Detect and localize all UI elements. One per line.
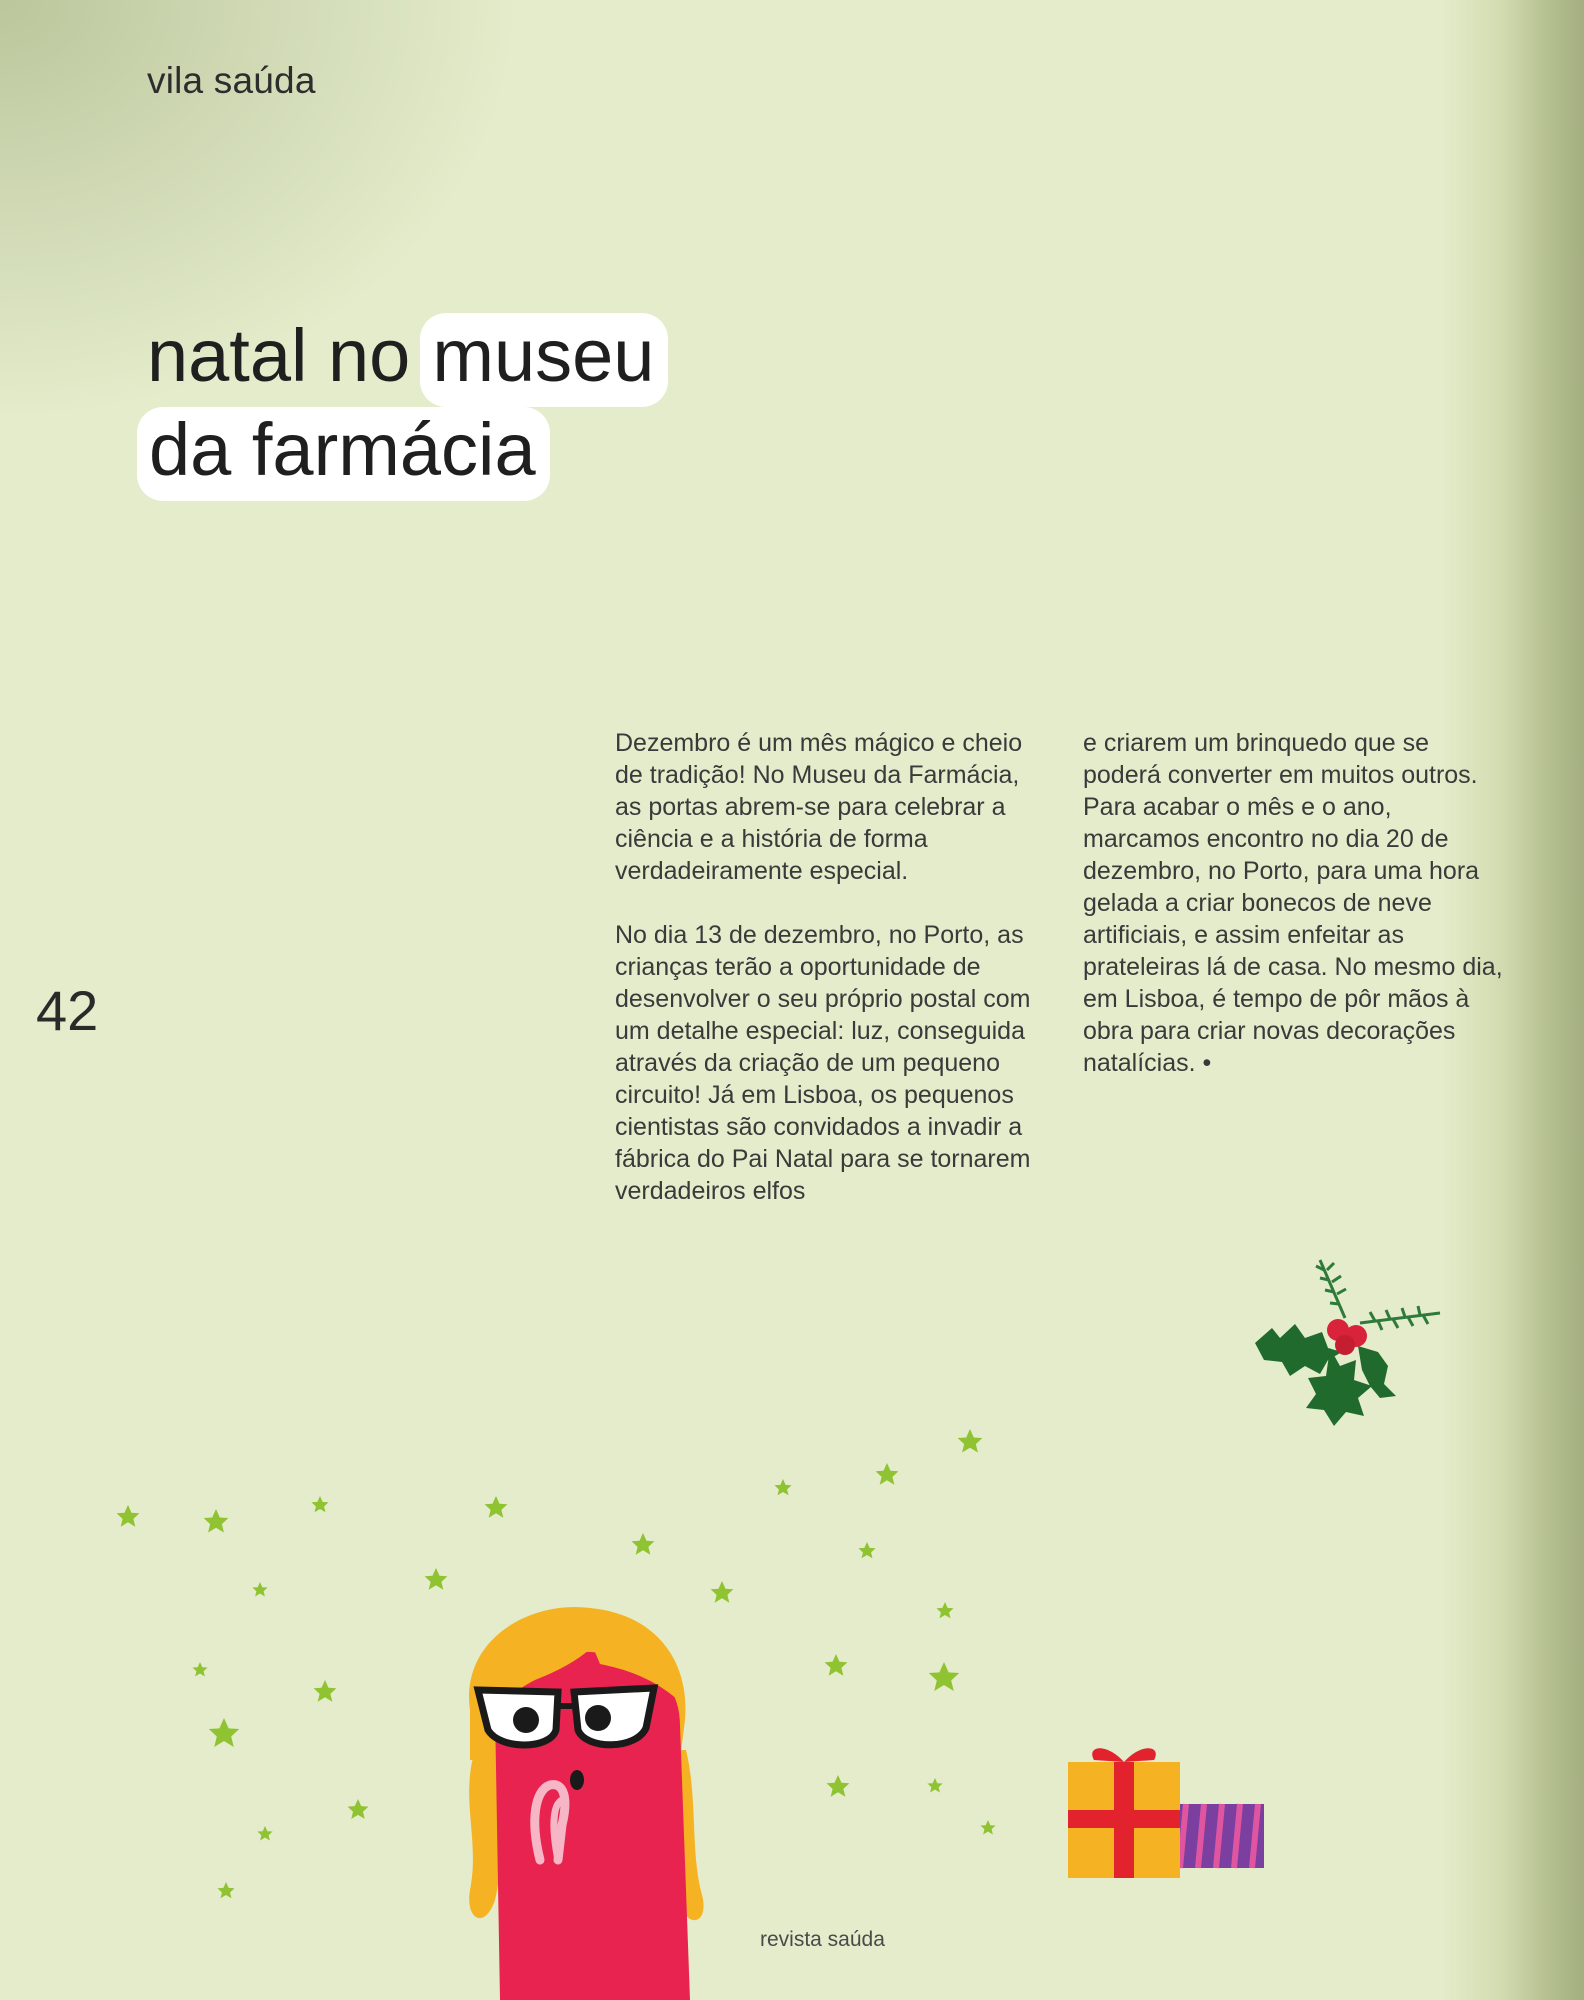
title-highlight-museu: museu (420, 313, 668, 407)
section-label: vila saúda (147, 60, 316, 101)
character-illustration (440, 1600, 760, 2000)
title-highlight-farmacia: da farmácia (137, 407, 550, 501)
title-plain-text: natal no (147, 314, 411, 397)
article-paragraph: e criarem um brinquedo que se poderá converter em muitos outros. Para acabar o mês e o ano, marcamos encontro no dia 20 de dezembro, no Porto, para uma hora gelada a criar bonecos de neve artificiais, e assim enfeitar as prateleiras lá de casa. No mesmo dia, em Lisboa, é tempo de pôr mãos à obra para criar novas decorações natalícias. • (1083, 729, 1503, 1077)
article-paragraph: No dia 13 de dezembro, no Porto, as crianças terão a oportunidade de desenvolver o seu próprio postal com um detalhe especial: luz, conseguida através da criação de um pequeno circuito! Já em Lisboa, os pequenos cientistas são convidados a invadir a fábrica do Pai Natal para se tornarem verdadeiros elfos (615, 921, 1031, 1205)
footer-magazine-name: revista saúda (760, 1928, 885, 1951)
gift-icon (1066, 1742, 1272, 1880)
article-paragraph: Dezembro é um mês mágico e cheio de tradição! No Museu da Farmácia, as portas abrem-se para celebrar a ciência e a história de forma verdadeiramente especial. (615, 729, 1023, 885)
page-number: 42 (36, 979, 99, 1042)
